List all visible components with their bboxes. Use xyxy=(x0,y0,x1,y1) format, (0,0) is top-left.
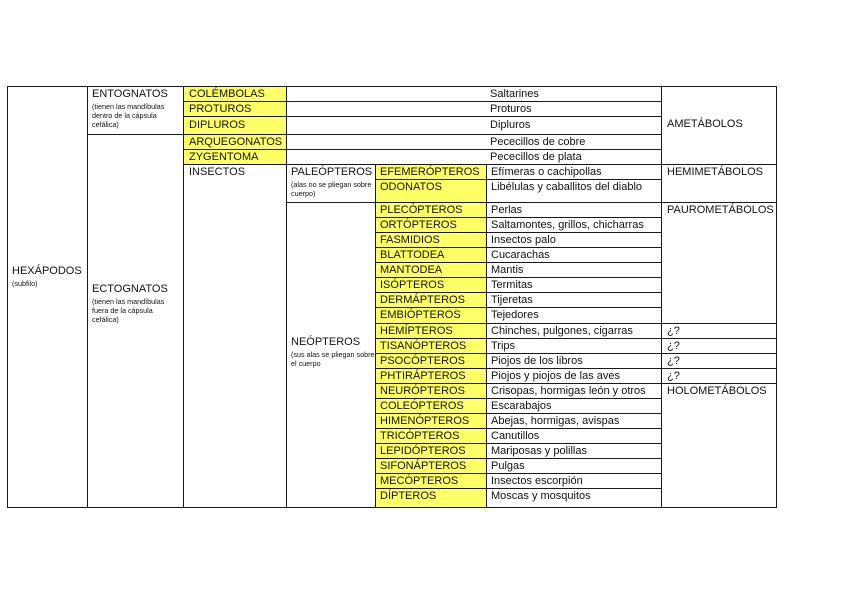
common-name: Saltarines xyxy=(490,88,539,100)
paurometabolos-cell xyxy=(661,202,777,324)
order-label: FASMIDIOS xyxy=(380,234,440,246)
order-common-name-cell xyxy=(486,179,662,203)
order-common-name-cell xyxy=(486,458,662,474)
group-label: DIPLUROS xyxy=(189,119,246,131)
order-label: NEURÓPTEROS xyxy=(380,385,465,397)
holometabolos-cell xyxy=(661,383,777,508)
order-common-name: Libélulas y caballitos del diablo xyxy=(491,181,643,193)
hemimetabolos-cell xyxy=(661,164,777,203)
order-common-name: Mariposas y polillas xyxy=(491,445,587,457)
group-label: ZYGENTOMA xyxy=(189,151,259,163)
order-cell xyxy=(375,428,487,444)
common-name: Pececillos de cobre xyxy=(490,136,586,148)
order-cell xyxy=(375,353,487,369)
order-label: MECÓPTEROS xyxy=(380,475,459,487)
insectos-label: INSECTOS xyxy=(189,166,246,178)
order-label: ODONATOS xyxy=(380,181,442,193)
order-cell xyxy=(375,217,487,233)
order-common-name-cell xyxy=(486,443,662,459)
order-cell xyxy=(375,338,487,354)
order-common-name-cell xyxy=(486,338,662,354)
order-label: PSOCÓPTEROS xyxy=(380,355,465,367)
order-common-name: Mantis xyxy=(491,264,524,276)
order-label: EMBIÓPTEROS xyxy=(380,309,461,321)
order-cell xyxy=(375,398,487,414)
order-cell xyxy=(375,232,487,248)
group-cell xyxy=(183,116,287,135)
order-common-name: Abejas, hormigas, avispas xyxy=(491,415,620,427)
group-label: PROTUROS xyxy=(189,103,252,115)
paleopteros-note: (alas no se pliegan sobre cuerpo) xyxy=(291,180,372,198)
order-common-name: Cucarachas xyxy=(491,249,550,261)
order-common-name-cell xyxy=(486,232,662,248)
common-name-cell xyxy=(286,86,662,102)
order-cell xyxy=(375,443,487,459)
order-label: COLEÓPTEROS xyxy=(380,400,464,412)
order-common-name: Tejedores xyxy=(491,309,539,321)
group-cell xyxy=(183,86,287,102)
paleopteros-cell xyxy=(286,164,376,203)
order-label: PLECÓPTEROS xyxy=(380,204,463,216)
common-name-cell xyxy=(286,134,662,150)
neopteros-label: NEÓPTEROS xyxy=(291,336,361,348)
common-name-cell xyxy=(286,116,662,135)
order-common-name-cell xyxy=(486,398,662,414)
entognatos-label: ENTOGNATOS xyxy=(92,88,168,100)
order-common-name: Moscas y mosquitos xyxy=(491,490,591,502)
ectognatos-cell xyxy=(87,134,184,508)
unknown-label: ¿? xyxy=(667,370,680,382)
order-label: ISÓPTEROS xyxy=(380,279,445,291)
order-label: DÍPTEROS xyxy=(380,490,437,502)
unknown-label: ¿? xyxy=(667,355,680,367)
order-common-name-cell xyxy=(486,277,662,293)
order-cell xyxy=(375,292,487,308)
hemimetabolos-label: HEMIMETÁBOLOS xyxy=(667,166,763,178)
ectognatos-note: (tienen las mandíbulas fuera de la cápsula cefálica) xyxy=(92,297,165,324)
order-common-name: Efímeras o cachipollas xyxy=(491,166,602,178)
neopteros-cell xyxy=(286,202,376,508)
order-common-name: Trips xyxy=(491,340,516,352)
order-label: TRICÓPTEROS xyxy=(380,430,460,442)
order-cell xyxy=(375,202,487,218)
order-cell xyxy=(375,277,487,293)
order-label: EFEMERÓPTEROS xyxy=(380,166,480,178)
paleopteros-label: PALEÓPTEROS xyxy=(291,166,373,178)
common-name: Proturos xyxy=(490,103,532,115)
order-cell xyxy=(375,383,487,399)
order-label: MANTODEA xyxy=(380,264,443,276)
group-cell xyxy=(183,149,287,165)
ametabolos-label: AMETÁBOLOS xyxy=(667,118,743,130)
order-common-name-cell xyxy=(486,262,662,278)
order-label: SIFONÁPTEROS xyxy=(380,460,467,472)
order-common-name: Insectos palo xyxy=(491,234,556,246)
order-label: BLATTODEA xyxy=(380,249,445,261)
order-common-name-cell xyxy=(486,202,662,218)
ectognatos-label: ECTOGNATOS xyxy=(92,283,168,295)
order-common-name-cell xyxy=(486,488,662,508)
group-cell xyxy=(183,134,287,150)
hexapodos-note: (subfilo) xyxy=(12,279,38,288)
order-cell xyxy=(375,262,487,278)
order-cell xyxy=(375,458,487,474)
unknown-cell xyxy=(661,323,777,339)
common-name: Pececillos de plata xyxy=(490,151,582,163)
order-common-name: Crisopas, hormigas león y otros xyxy=(491,385,646,397)
hexapodos-label: HEXÁPODOS xyxy=(12,265,82,277)
order-common-name: Escarabajos xyxy=(491,400,552,412)
order-common-name-cell xyxy=(486,473,662,489)
unknown-label: ¿? xyxy=(667,325,680,337)
order-common-name-cell xyxy=(486,323,662,339)
order-common-name-cell xyxy=(486,247,662,263)
order-common-name-cell xyxy=(486,307,662,324)
unknown-cell xyxy=(661,338,777,354)
order-common-name-cell xyxy=(486,292,662,308)
order-common-name-cell xyxy=(486,164,662,180)
order-label: DERMÁPTEROS xyxy=(380,294,465,306)
unknown-cell xyxy=(661,368,777,384)
order-common-name-cell xyxy=(486,428,662,444)
order-cell xyxy=(375,368,487,384)
order-cell xyxy=(375,323,487,339)
order-common-name-cell xyxy=(486,368,662,384)
order-cell xyxy=(375,473,487,489)
order-common-name: Insectos escorpión xyxy=(491,475,583,487)
holometabolos-label: HOLOMETÁBOLOS xyxy=(667,385,767,397)
hexapodos-cell xyxy=(7,86,88,508)
group-label: COLÉMBOLAS xyxy=(189,88,265,100)
order-label: HEMÍPTEROS xyxy=(380,325,453,337)
order-common-name: Canutillos xyxy=(491,430,540,442)
order-common-name: Termitas xyxy=(491,279,533,291)
order-common-name: Perlas xyxy=(491,204,523,216)
order-cell xyxy=(375,307,487,324)
order-common-name: Chinches, pulgones, cigarras xyxy=(491,325,633,337)
order-cell xyxy=(375,413,487,429)
common-name: Dipluros xyxy=(490,119,531,131)
order-label: ORTÓPTEROS xyxy=(380,219,457,231)
order-common-name: Pulgas xyxy=(491,460,525,472)
order-common-name-cell xyxy=(486,383,662,399)
order-common-name-cell xyxy=(486,217,662,233)
order-common-name: Saltamontes, grillos, chicharras xyxy=(491,219,644,231)
group-label: ARQUEGONATOS xyxy=(189,136,283,148)
entognatos-cell xyxy=(87,86,184,135)
order-label: PHTIRÁPTEROS xyxy=(380,370,466,382)
order-label: TISANÓPTEROS xyxy=(380,340,467,352)
common-name-cell xyxy=(286,101,662,117)
order-common-name-cell xyxy=(486,353,662,369)
order-common-name-cell xyxy=(486,413,662,429)
order-cell xyxy=(375,488,487,508)
paurometabolos-label: PAUROMETÁBOLOS xyxy=(667,204,774,216)
neopteros-note: (sus alas se pliegan sobre el cuerpo xyxy=(291,350,375,368)
entognatos-note: (tienen las mandíbulas dentro de la cápsula cefálica) xyxy=(92,102,165,129)
ametabolos-cell xyxy=(661,86,777,165)
order-common-name: Piojos y piojos de las aves xyxy=(491,370,621,382)
unknown-cell xyxy=(661,353,777,369)
order-common-name: Piojos de los libros xyxy=(491,355,583,367)
insectos-cell xyxy=(183,164,287,508)
common-name-cell xyxy=(286,149,662,165)
order-cell xyxy=(375,164,487,180)
order-label: HIMENÓPTEROS xyxy=(380,415,470,427)
group-cell xyxy=(183,101,287,117)
order-cell xyxy=(375,247,487,263)
order-label: LEPIDÓPTEROS xyxy=(380,445,466,457)
unknown-label: ¿? xyxy=(667,340,680,352)
order-common-name: Tijeretas xyxy=(491,294,533,306)
order-cell xyxy=(375,179,487,203)
